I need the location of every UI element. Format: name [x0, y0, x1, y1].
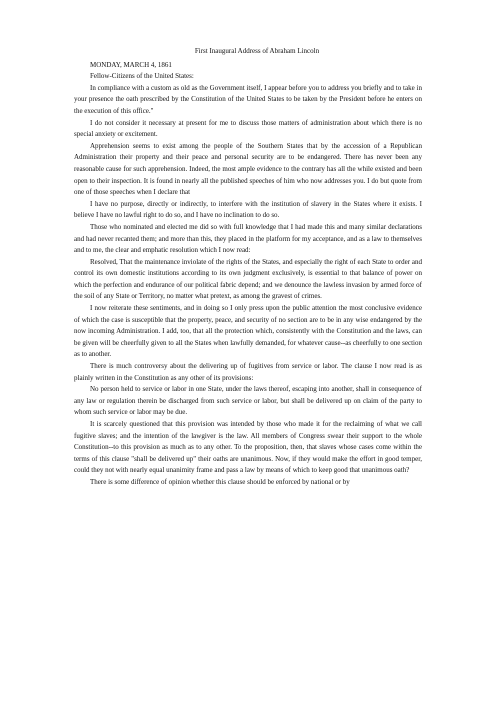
paragraph: In compliance with a custom as old as the Government itself, I appear before you to address you briefly and to take in your presence the oath prescribed by the Constitution of the United States to be taken by the President before he enters on the execution of this office."	[74, 83, 422, 115]
paragraph-continued: There is some difference of opinion whether this clause should be enforced by national or by	[90, 477, 350, 486]
quoted-clause: No person held to service or labor in one State, under the laws thereof, escaping into another, shall in consequence of any law or regulation therein be discharged from such service or labor, but shall be delivered up on claim of the party to whom such service or labor may be due.	[74, 385, 422, 417]
salutation: Fellow-Citizens of the United States:	[90, 72, 194, 81]
paragraph: Apprehension seems to exist among the people of the Southern States that by the accession of a Republican Administration their property and their peace and personal security are to be endangered. There has never been any reasonable cause for such apprehension. Indeed, the most ample evidence to the contrary has all the while existed and been open to their inspection. It is found in nearly all the published speeches of him who now addresses you. I do but quote from one of those speeches when I declare that	[74, 141, 422, 197]
paragraph: Those who nominated and elected me did so with full knowledge that I had made this and many similar declarations and had never recanted them; and more than this, they placed in the platform for my acceptance, and as a law to themselves and to me, the clear and emphatic resolution which I now read:	[74, 222, 422, 255]
paragraph: There is much controversy about the delivering up of fugitives from service or labor. The clause I now read is as plainly written in the Constitution as any other of its provisions:	[74, 362, 422, 382]
paragraph: I have no purpose, directly or indirectly, to interfere with the institution of slavery in the States where it exists. I believe I have no lawful right to do so, and I have no inclination to do so.	[74, 199, 422, 220]
paragraph: I now reiterate these sentiments, and in doing so I only press upon the public attention the most conclusive evidence of which the case is susceptible that the property, peace, and security of no section are to be in any wise endangered by the now incoming Administration. I add, too, that all the protection which, consistently with the Constitution and the laws, can be given will be cheerfully given to all the States when lawfully demanded, for whatever cause--as cheerfully to one section as to another.	[74, 304, 422, 359]
paragraph: I do not consider it necessary at present for me to discuss those matters of administration about which there is no special anxiety or excitement.	[74, 118, 422, 139]
document-title: First Inaugural Address of Abraham Lincoln	[194, 47, 320, 55]
quoted-resolution: Resolved, That the maintenance inviolate of the rights of the States, and especially the right of each State to order and control its own domestic institutions according to its own judgment exclusively, is essential to that balance of power on which the perfection and endurance of our political fabric depend; and we denounce the lawless invasion by armed force of the soil of any State or Territory, no matter what pretext, as among the gravest of crimes.	[74, 257, 422, 301]
document-body	[74, 46, 422, 489]
paragraph: It is scarcely questioned that this provision was intended by those who made it for the reclaiming of what we call fugitive slaves; and the intention of the lawgiver is the law. All members of Congress swear their support to the whole Constitution--to this provision as much as to any other. To the proposition, then, that slaves whose cases come within the terms of this clause "shall be delivered up" their oaths are unanimous. Now, if they would make the effort in good temper, could they not with nearly equal unanimity frame and pass a law by means of which to keep good that unanimous oath?	[74, 420, 422, 475]
date-line: MONDAY, MARCH 4, 1861	[90, 60, 172, 69]
